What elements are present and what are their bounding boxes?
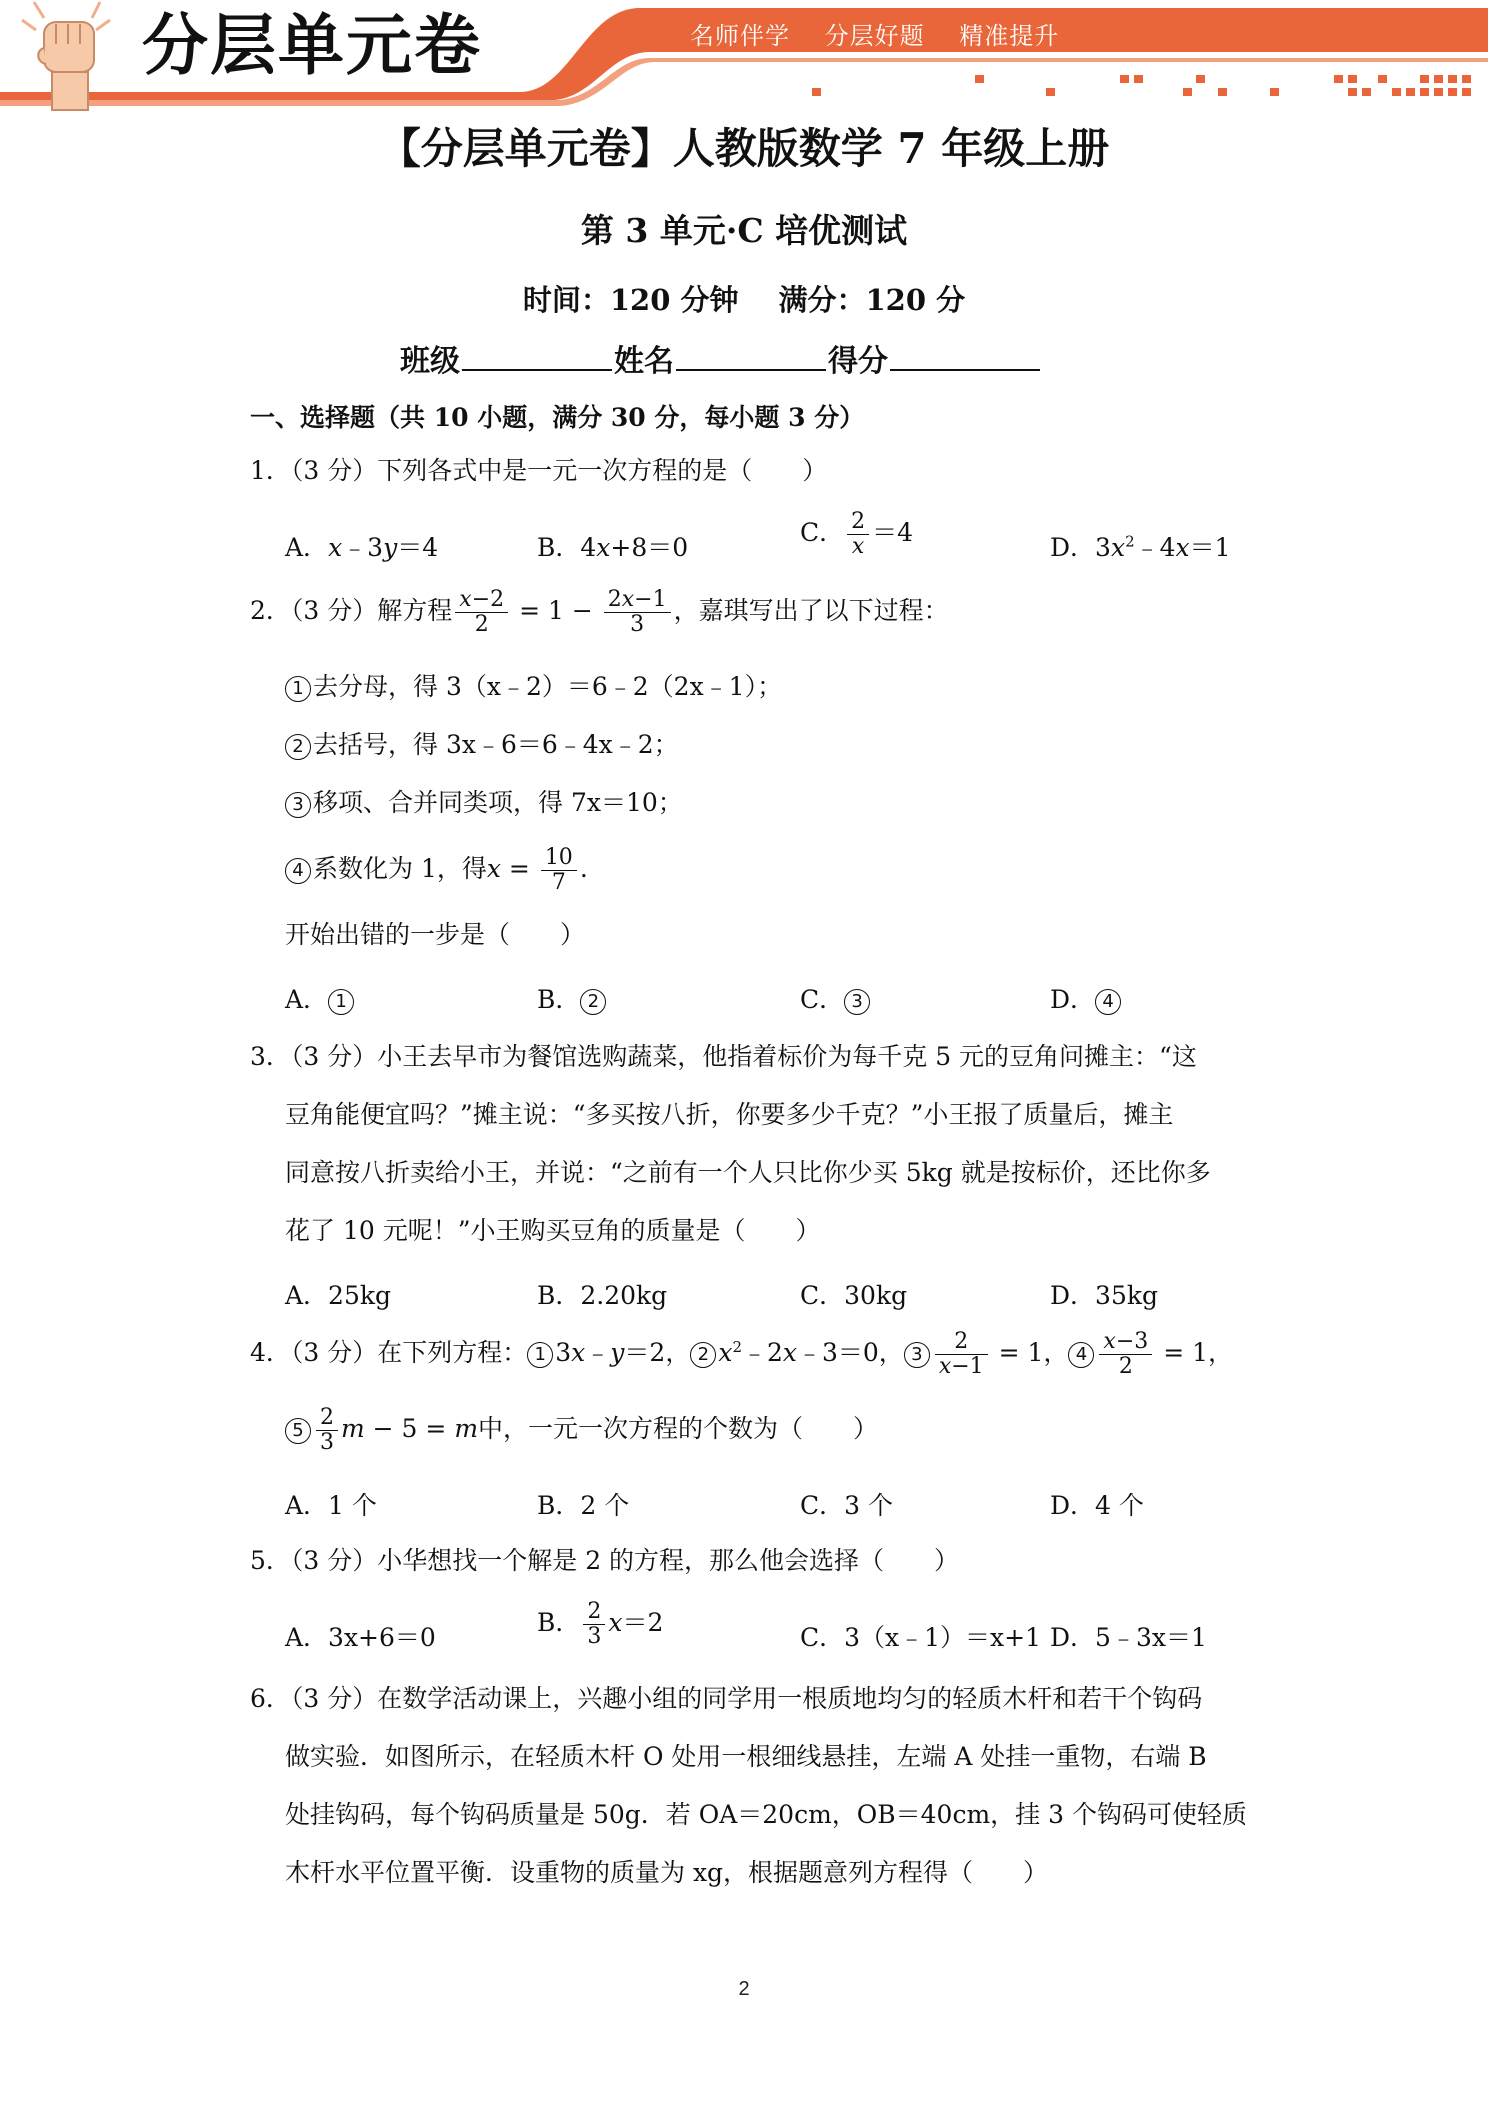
q4-option-a[interactable]: A．1 个	[285, 1491, 377, 1520]
page-number: 2	[738, 1978, 750, 2000]
q3-option-a[interactable]: A．25kg	[285, 1281, 392, 1310]
slogan-2: 分层好题	[824, 22, 925, 50]
name-label: 姓名	[614, 344, 674, 379]
q2-ask: 开始出错的一步是（ ）	[285, 920, 586, 949]
question-3-line-2: 豆角能便宜吗？”摊主说：“多买按八折，你要多少千克？”小王报了质量后，摊主	[285, 1100, 1174, 1129]
q5-option-a[interactable]: A．3x+6＝0	[285, 1623, 436, 1652]
q1-option-d[interactable]: D．$3x^2﹣4x=1$	[1050, 532, 1231, 562]
q2-option-d[interactable]: D． 4	[1050, 980, 1123, 1016]
exam-total-score: 满分：120 分	[778, 283, 966, 317]
q5-option-c[interactable]: C．3（x﹣1）＝x+1	[800, 1623, 1041, 1652]
class-blank[interactable]	[462, 343, 612, 371]
q1-option-b[interactable]: B．4x+8＝0	[537, 533, 689, 562]
exam-time: 时间：120 分钟	[522, 283, 739, 317]
q2-option-a[interactable]: A． 1	[285, 980, 356, 1016]
q3-option-d[interactable]: D．35kg	[1050, 1281, 1159, 1310]
q1-option-a[interactable]: A．x﹣3y＝4	[285, 533, 439, 562]
q2-step-4: 4 系数化为 1，得x = $\frac{10}{7}$ .	[285, 846, 588, 895]
score-blank[interactable]	[890, 343, 1040, 371]
question-1-stem: 1．（3 分）下列各式中是一元一次方程的是（ ）	[250, 456, 828, 485]
raised-fist-icon	[14, 0, 124, 112]
circled-4-icon: 4	[285, 858, 311, 884]
q1-option-c[interactable]: C． $\frac{2}{x}$ ＝4	[800, 509, 914, 560]
slogan-1: 名师伴学	[690, 22, 790, 50]
question-3-options	[285, 1276, 1285, 1316]
q2-option-b[interactable]: B． 2	[537, 980, 608, 1016]
q2-step-2: 2 去括号，得 3x﹣6＝6﹣4x﹣2；	[285, 730, 679, 760]
question-2-stem: 2．（3 分）解方程 $\frac{x-2}{2}$ = 1 − $\frac{2x-1}{3}$ ，嘉琪写出了以下过程：	[250, 587, 949, 638]
question-6-line-1: 6．（3 分）在数学活动课上，兴趣小组的同学用一根质地均匀的轻质木杆和若干个钩码	[250, 1684, 1203, 1713]
question-3-line-1: 3．（3 分）小王去早市为餐馆选购蔬菜，他指着标价为每千克 5 元的豆角问摊主：“这	[250, 1042, 1197, 1071]
slogan-3: 精准提升	[959, 22, 1060, 50]
circled-2-icon: 2	[285, 734, 311, 760]
header-banner	[0, 0, 1488, 115]
question-6-line-4: 木杆水平位置平衡．设重物的质量为 xg，根据题意列方程得（ ）	[285, 1858, 1049, 1887]
question-6-line-3: 处挂钩码，每个钩码质量是 50g．若 OA＝20cm，OB＝40cm，挂 3 个钩码可使轻质	[285, 1800, 1247, 1829]
q4-option-c[interactable]: C．3 个	[800, 1491, 893, 1520]
section-heading: 一、选择题（共 10 小题，满分 30 分，每小题 3 分）	[250, 403, 865, 432]
q2-step-1: 1 去分母，得 3（x﹣2）＝6﹣2（2x﹣1）；	[285, 672, 782, 702]
circled-3-icon: 3	[285, 792, 311, 818]
question-5-options	[285, 1599, 1285, 1658]
q5-option-d[interactable]: D．5﹣3x＝1	[1050, 1623, 1207, 1652]
question-4-line-2: 5 $\frac{2}{3}$ m − 5 = m中，一元一次方程的个数为（ ）	[285, 1406, 878, 1455]
q3-option-c[interactable]: C．30kg	[800, 1281, 908, 1310]
question-6-line-2: 做实验．如图所示，在轻质木杆 O 处用一根细线悬挂，左端 A 处挂一重物，右端 B	[285, 1742, 1207, 1771]
score-label: 得分	[828, 344, 888, 379]
q3-option-b[interactable]: B．2.20kg	[537, 1281, 668, 1310]
exam-info	[0, 278, 1488, 319]
q5-option-b[interactable]: B． $\frac{2}{3}$ x＝2	[537, 1599, 664, 1650]
brand-title: 分层单元卷	[142, 7, 482, 84]
name-blank[interactable]	[676, 343, 826, 371]
document-subtitle: 第 3 单元·C 培优测试	[580, 211, 908, 250]
document-title: 【分层单元卷】人教版数学 7 年级上册	[378, 124, 1110, 173]
question-4-options	[285, 1486, 1285, 1526]
slogan-bar	[690, 16, 1370, 51]
question-1-options	[285, 509, 1285, 568]
q2-step-3: 3 移项、合并同类项，得 7x＝10；	[285, 788, 683, 818]
class-label: 班级	[400, 344, 460, 379]
q4-option-b[interactable]: B．2 个	[537, 1491, 630, 1520]
student-info-line	[400, 336, 1042, 380]
question-2-options	[285, 980, 1285, 1020]
question-4-stem: 4．（3 分）在下列方程： 1 3x﹣y＝2， 2 $x^2﹣2x﹣3=0$， 3 $\frac{2}{x-1}$ = 1， 4 $\frac{x-3}{2}$ = 1，	[250, 1329, 1234, 1380]
circled-1-icon: 1	[285, 676, 311, 702]
question-5-stem: 5．（3 分）小华想找一个解是 2 的方程，那么他会选择（ ）	[250, 1546, 960, 1575]
question-3-line-3: 同意按八折卖给小王，并说：“之前有一个人只比你少买 5kg 就是按标价，还比你多	[285, 1158, 1211, 1187]
question-3-line-4: 花了 10 元呢！”小王购买豆角的质量是（ ）	[285, 1216, 821, 1245]
q2-option-c[interactable]: C． 3	[800, 980, 872, 1016]
q4-option-d[interactable]: D．4 个	[1050, 1491, 1144, 1520]
